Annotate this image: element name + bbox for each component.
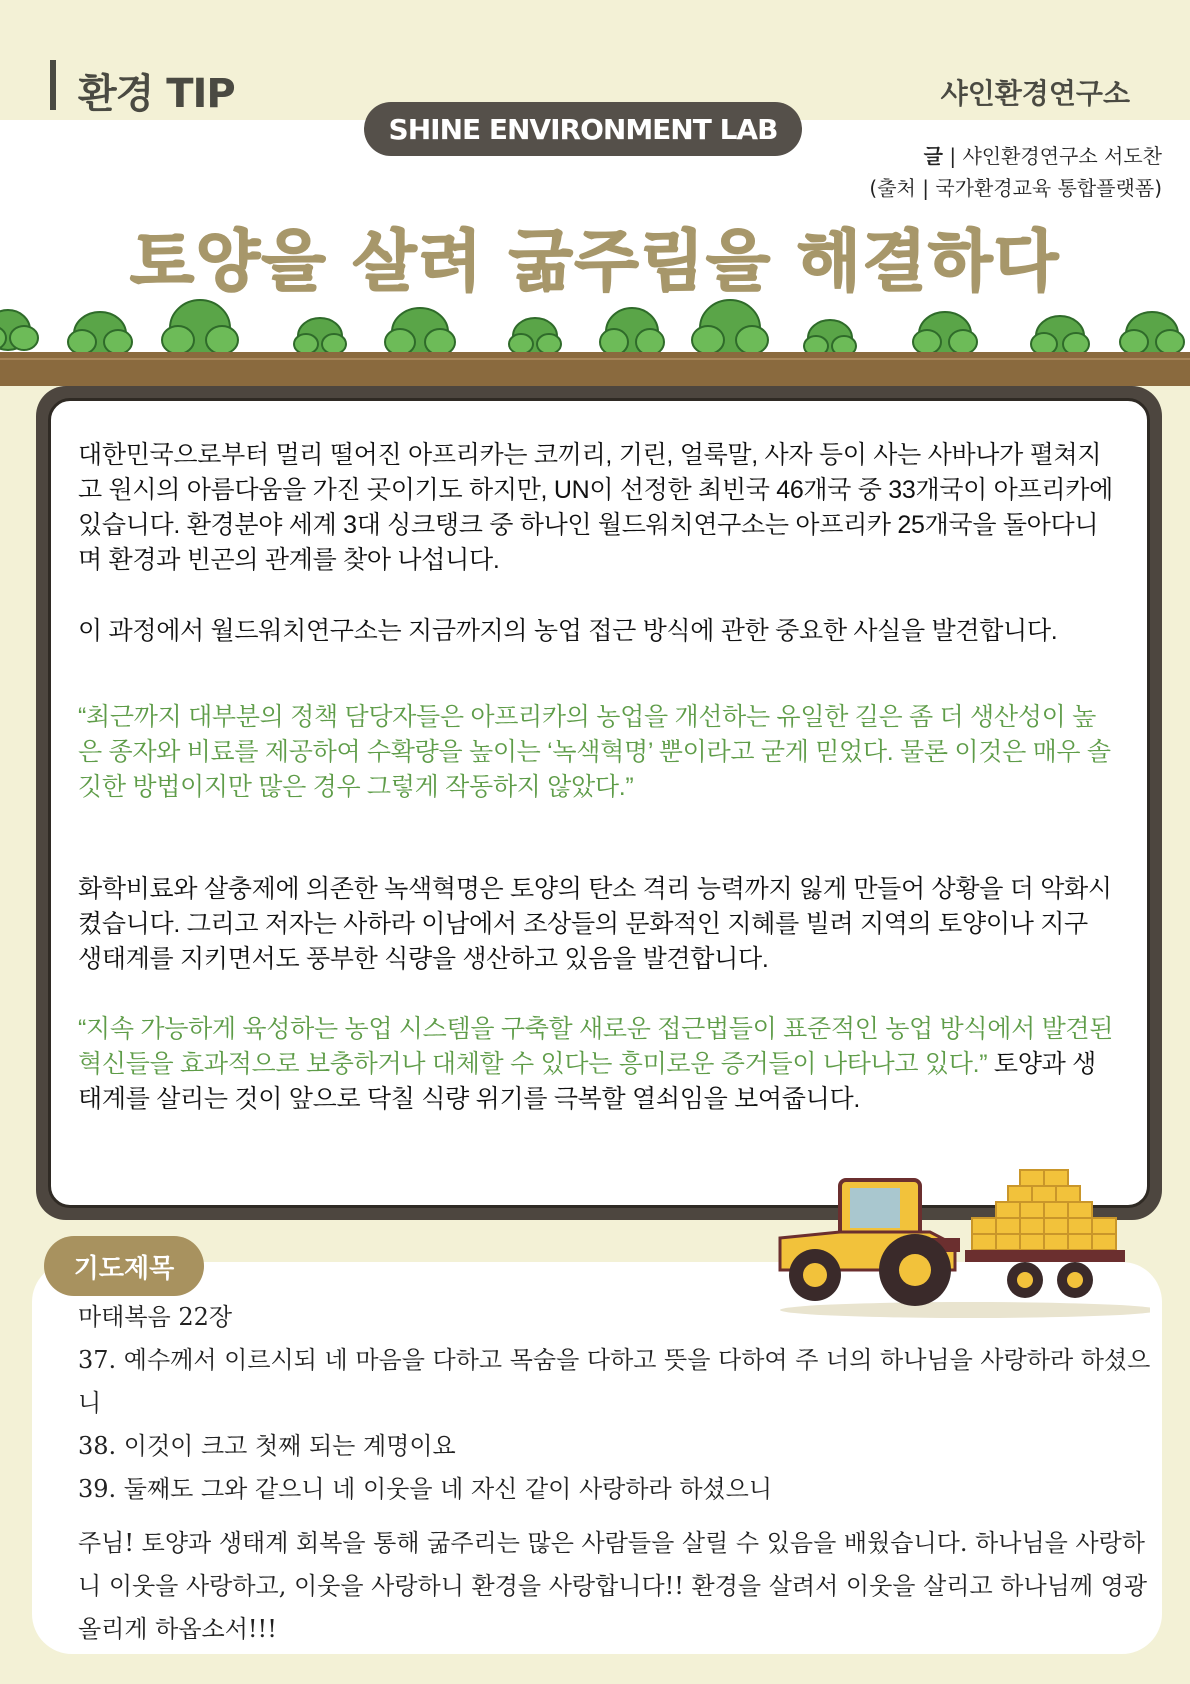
lab-name-pill: SHINE ENVIRONMENT LAB xyxy=(364,102,802,156)
author: | 샤인환경연구소 서도찬 xyxy=(949,144,1162,168)
article-paragraph-4: 토양과 생태계를 살리는 것이 앞으로 닥칠 식량 위기를 극복할 열쇠임을 보여줍니다. xyxy=(78,1050,1096,1113)
hay-bales-icon xyxy=(972,1170,1116,1250)
prayer-text: 주님! 토양과 생태계 회복을 통해 굶주리는 많은 사람들을 살릴 수 있음을 배웠습니다. 하나님을 사랑하니 이웃을 사랑하고, 이웃을 사랑하니 환경을 사랑합니다!! 환경을 살려서 이웃을 살리고 하나님께 영광 올리게 하옵소서!!! xyxy=(78,1529,1148,1643)
article-quote-1: “최근까지 대부분의 정책 담당자들은 아프리카의 농업을 개선하는 유일한 길은 좀 더 생산성이 높은 종자와 비료를 제공하여 수확량을 높이는 ‘녹색혁명’ 뿐이라고 굳게 믿었다. 물론 이것은 매우 솔깃한 방법이지만 많은 경우 그렇게 작동하지 않았다.” xyxy=(78,703,1111,801)
author-line xyxy=(869,140,1162,172)
article-closing xyxy=(78,1012,1114,1117)
article-paragraph-1: 대한민국으로부터 멀리 떨어진 아프리카는 코끼리, 기린, 얼룩말, 사자 등이 사는 사바나가 펼쳐지고 원시의 아름다움을 가진 곳이기도 하지만, UN이 선정한 최빈국 46개국 중 33개국이 아프리카에 있습니다. 환경분야 세계 3대 싱크탱크 중 하나인 월드워치연구소는 아프리카 25개국을 돌아다니며 환경과 빈곤의 관계를 찾아 나섭니다. xyxy=(78,441,1113,574)
author-prefix: 글 xyxy=(923,144,943,168)
article-paragraph-2: 이 과정에서 월드워치연구소는 지금까지의 농업 접근 방식에 관한 중요한 사실을 발견합니다. xyxy=(78,617,1058,645)
section-label: 환경 TIP xyxy=(78,71,235,117)
byline xyxy=(869,140,1162,204)
lettuce-icon xyxy=(0,300,1184,356)
org-name: 샤인환경연구소 xyxy=(940,77,1130,110)
scripture-reference: 마태복음 22장 xyxy=(78,1303,233,1331)
article-quote-2: “지속 가능하게 육성하는 농업 시스템을 구축할 새로운 접근법들이 표준적인 농업 방식에서 발견된 혁신들을 효과적으로 보충하거나 대체할 수 있다는 흥미로운 증거들이 나타나고 있다.” xyxy=(78,1015,1114,1078)
verse-37: 37. 예수께서 이르시되 네 마음을 다하고 목숨을 다하고 뜻을 다하여 주 너의 하나님을 사랑하라 하셨으니 xyxy=(78,1346,1151,1417)
soil-line xyxy=(0,358,1190,360)
page-title: 토양을 살려 굶주림을 해결하다 xyxy=(130,223,1060,300)
source-line: (출처 | 국가환경교육 통합플랫폼) xyxy=(869,176,1162,200)
article-paragraph-3: 화학비료와 살충제에 의존한 녹색혁명은 토양의 탄소 격리 능력까지 잃게 만들어 상황을 더 악화시켰습니다. 그리고 저자는 사하라 이남에서 조상들의 문화적인 지혜를 빌려 지역의 토양이나 지구 생태계를 지키면서도 풍부한 식량을 생산하고 있음을 발견합니다. xyxy=(78,875,1112,973)
verse-38: 38. 이것이 크고 첫째 되는 계명이요 xyxy=(78,1432,456,1460)
prayer-label: 기도제목 xyxy=(44,1236,204,1296)
verse-39: 39. 둘째도 그와 같으니 네 이웃을 네 자신 같이 사랑하라 하셨으니 xyxy=(78,1475,773,1503)
section-bar xyxy=(50,60,56,110)
